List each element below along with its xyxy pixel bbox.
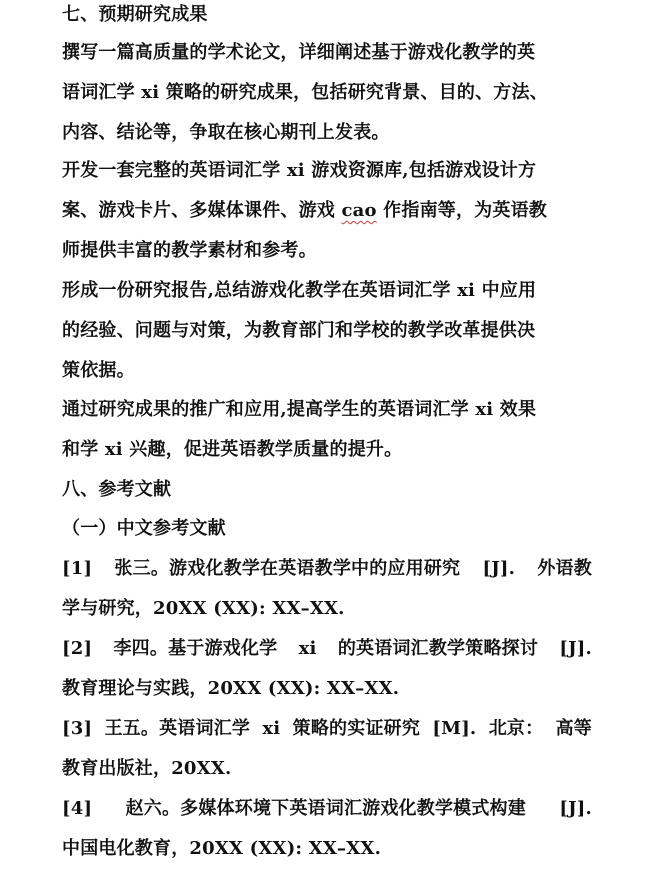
paragraph-3-line-2: 的经验、问题与对策，为教育部门和学校的教学改革提供决 — [62, 320, 536, 341]
ref-2-title-b: xi — [298, 638, 317, 659]
reference-2-line-1 — [62, 636, 592, 662]
ref-3-type: [M]. — [432, 718, 477, 739]
reference-4-line-1 — [62, 796, 592, 822]
section-8-subheading: （一）中文参考文献 — [62, 518, 226, 539]
ref-2-title-a: 李四。基于游戏化学 — [113, 638, 278, 659]
paragraph-4-line-1: 通过研究成果的推广和应用,提高学生的英语词汇学 xi 效果 — [62, 399, 537, 420]
paragraph-2-line-3: 师提供丰富的教学素材和参考。 — [62, 240, 317, 261]
ref-1-number: [1] — [62, 558, 93, 579]
section-7-heading: 七、预期研究成果 — [62, 4, 208, 25]
paragraph-4-line-2: 和学 xi 兴趣，促进英语教学质量的提升。 — [62, 439, 403, 460]
ref-1-title: 张三。游戏化教学在英语教学中的应用研究 — [114, 558, 461, 579]
ref-2-type: [J]. — [559, 638, 592, 659]
ref-3-title-a: 王五。英语词汇学 — [104, 718, 251, 739]
paragraph-2-line-2-c: 作指南等，为英语教 — [376, 200, 547, 221]
paragraph-3-line-1: 形成一份研究报告,总结游戏化教学在英语词汇学 xi 中应用 — [62, 280, 537, 301]
ref-4-type: [J]. — [559, 798, 592, 819]
paragraph-1-line-3: 内容、结论等，争取在核心期刊上发表。 — [62, 122, 390, 143]
ref-3-title-c: 策略的实证研究 — [292, 718, 421, 739]
paragraph-3-line-3: 策依据。 — [62, 360, 135, 381]
ref-3-city: 北京： — [488, 718, 544, 739]
paragraph-1-line-1: 撰写一篇高质量的学术论文，详细阐述基于游戏化教学的英 — [62, 42, 536, 63]
ref-2-title-c: 的英语词汇教学策略探讨 — [337, 638, 539, 659]
ref-3-number: [3] — [62, 718, 93, 739]
reference-4-line-2: 中国电化教育，20XX (XX): XX–XX. — [62, 838, 382, 859]
reference-3-line-1 — [62, 716, 592, 742]
reference-3-line-2: 教育出版社，20XX. — [62, 758, 232, 779]
paragraph-2-line-1: 开发一套完整的英语词汇学 xi 游戏资源库,包括游戏设计方 — [62, 160, 537, 181]
ref-3-publisher-start: 高等 — [555, 718, 592, 739]
reference-1-line-2: 学与研究，20XX (XX): XX–XX. — [62, 598, 345, 619]
paragraph-2-line-2 — [62, 198, 592, 224]
ref-3-title-b: xi — [262, 718, 281, 739]
ref-1-type: [J]. — [482, 558, 516, 579]
paragraph-1-line-2: 语词汇学 xi 策略的研究成果，包括研究背景、目的、方法、 — [62, 82, 548, 103]
section-8-heading: 八、参考文献 — [62, 479, 172, 500]
reference-2-line-2: 教育理论与实践，20XX (XX): XX–XX. — [62, 678, 400, 699]
ref-1-journal-start: 外语教 — [537, 558, 592, 579]
ref-4-number: [4] — [62, 798, 93, 819]
paragraph-2-line-2-a: 案、游戏卡片、多媒体课件、游戏 — [62, 200, 342, 221]
ref-4-title: 赵六。多媒体环境下英语词汇游戏化教学模式构建 — [125, 798, 526, 819]
reference-1-line-1 — [62, 556, 592, 582]
ref-2-number: [2] — [62, 638, 93, 659]
spellcheck-flagged-word: cao — [341, 200, 377, 221]
